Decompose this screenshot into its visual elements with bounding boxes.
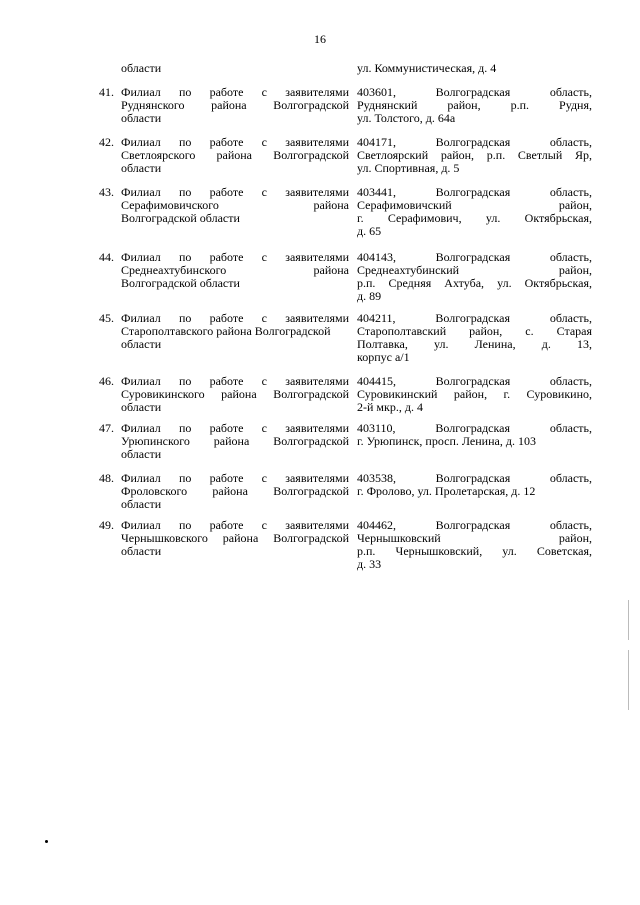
branch-name-line: Филиал по работе с заявителями — [121, 250, 349, 264]
address-line: Светлоярский район, р.п. Светлый Яр, — [357, 148, 592, 162]
branch-name-cell — [121, 422, 349, 461]
branch-name-line: Филиал по работе с заявителями — [121, 518, 349, 532]
branch-name-cell — [121, 519, 349, 558]
address-line: г. Урюпинск, просп. Ленина, д. 103 — [357, 434, 536, 448]
branch-name-cell — [121, 312, 349, 351]
branch-name-cell — [121, 86, 349, 125]
address-cell — [357, 136, 592, 175]
address-line: Суровикинский район, г. Суровикино, — [357, 387, 592, 401]
row-number: 48. — [99, 471, 114, 485]
scan-speck — [45, 840, 48, 843]
branch-name-line: области — [121, 497, 162, 511]
branch-name-cell — [121, 251, 349, 290]
page-number: 16 — [314, 32, 326, 46]
branch-name-line: области — [121, 400, 162, 414]
address-line: Среднеахтубинский район, — [357, 263, 592, 277]
branch-name-line: Филиал по работе с заявителями — [121, 471, 349, 485]
row-number: 49. — [99, 518, 114, 532]
branch-name-line: Светлоярского района Волгоградской — [121, 148, 349, 162]
branch-name-line: области — [121, 161, 162, 175]
branch-name-line: Волгоградской области — [121, 211, 240, 225]
address-line: 2-й мкр., д. 4 — [357, 400, 423, 414]
address-line: 404415, Волгоградская область, — [357, 374, 592, 388]
row-number: 45. — [99, 311, 114, 325]
row-number: 41. — [99, 85, 114, 99]
address-line: г. Серафимович, ул. Октябрьская, — [357, 211, 592, 225]
branch-name-line: области — [121, 544, 162, 558]
address-line: 403441, Волгоградская область, — [357, 185, 592, 199]
branch-name-line: Волгоградской области — [121, 276, 240, 290]
address-cell — [357, 422, 592, 448]
row-number: 47. — [99, 421, 114, 435]
branch-name-line: Филиал по работе с заявителями — [121, 135, 349, 149]
branch-name-line: Филиал по работе с заявителями — [121, 311, 349, 325]
branch-name-line: Суровикинского района Волгоградской — [121, 387, 349, 401]
branch-name-line: Руднянского района Волгоградской — [121, 98, 349, 112]
address-line: 404143, Волгоградская область, — [357, 250, 592, 264]
address-line: р.п. Средняя Ахтуба, ул. Октябрьская, — [357, 276, 592, 290]
branch-name-cell — [121, 136, 349, 175]
branch-name-line: области — [121, 111, 162, 125]
branch-name-line: области — [121, 447, 162, 461]
address-line: Серафимовичский район, — [357, 198, 592, 212]
address-line: ул. Коммунистическая, д. 4 — [357, 61, 497, 75]
address-cell — [357, 375, 592, 414]
row-number: 46. — [99, 374, 114, 388]
address-cell — [357, 519, 592, 571]
branch-name-line: Старополтавского района Волгоградской — [121, 324, 331, 338]
branch-name-line: Среднеахтубинского района — [121, 263, 349, 277]
address-line: 404211, Волгоградская область, — [357, 311, 592, 325]
address-line: д. 89 — [357, 289, 382, 303]
address-line: 404171, Волгоградская область, — [357, 135, 592, 149]
branch-name-line: Филиал по работе с заявителями — [121, 85, 349, 99]
branch-name-cell — [121, 375, 349, 414]
address-line: ул. Спортивная, д. 5 — [357, 161, 460, 175]
address-line: г. Фролово, ул. Пролетарская, д. 12 — [357, 484, 536, 498]
address-line: корпус а/1 — [357, 350, 410, 364]
row-number: 43. — [99, 185, 114, 199]
address-line: Старополтавский район, с. Старая — [357, 324, 592, 338]
branch-name-line: Фроловского района Волгоградской — [121, 484, 349, 498]
branch-name-line: области — [121, 61, 162, 75]
branch-name-line: Филиал по работе с заявителями — [121, 374, 349, 388]
branch-name-line: Чернышковского района Волгоградской — [121, 531, 349, 545]
address-line: 403110, Волгоградская область, — [357, 421, 592, 435]
address-line: Полтавка, ул. Ленина, д. 13, — [357, 337, 592, 351]
scan-edge-mark — [628, 600, 629, 640]
branch-name-line: Урюпинского района Волгоградской — [121, 434, 349, 448]
address-cell — [357, 86, 592, 125]
branch-name-cell — [121, 186, 349, 225]
address-cell — [357, 62, 592, 75]
address-line: 404462, Волгоградская область, — [357, 518, 592, 532]
address-line: р.п. Чернышковский, ул. Советская, — [357, 544, 592, 558]
address-cell — [357, 312, 592, 364]
address-line: 403601, Волгоградская область, — [357, 85, 592, 99]
address-line: Чернышковский район, — [357, 531, 592, 545]
address-cell — [357, 186, 592, 238]
row-number: 42. — [99, 135, 114, 149]
branch-name-line: области — [121, 337, 162, 351]
branch-name-line: Филиал по работе с заявителями — [121, 185, 349, 199]
branch-name-cell — [121, 62, 349, 75]
branch-name-cell — [121, 472, 349, 511]
address-cell — [357, 251, 592, 303]
address-line: д. 33 — [357, 557, 382, 571]
row-number: 44. — [99, 250, 114, 264]
address-cell — [357, 472, 592, 498]
address-line: д. 65 — [357, 224, 382, 238]
branch-name-line: Филиал по работе с заявителями — [121, 421, 349, 435]
address-line: Руднянский район, р.п. Рудня, — [357, 98, 592, 112]
branch-name-line: Серафимовичского района — [121, 198, 349, 212]
scan-edge-mark — [628, 650, 629, 710]
address-line: 403538, Волгоградская область, — [357, 471, 592, 485]
address-line: ул. Толстого, д. 64а — [357, 111, 456, 125]
